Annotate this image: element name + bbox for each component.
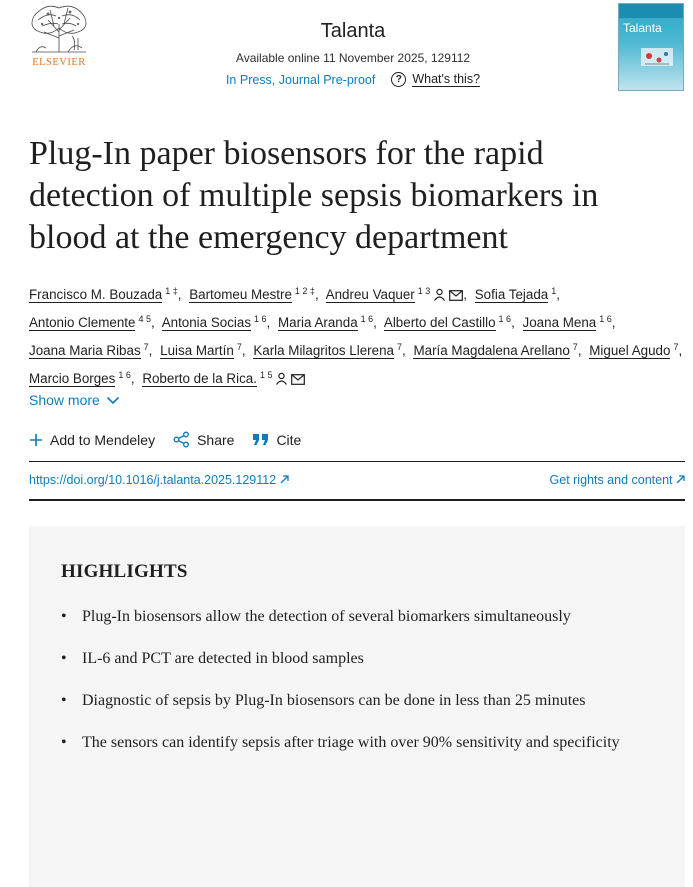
chevron-down-icon xyxy=(106,396,120,405)
author-item[interactable]: Marcio Borges $^{1 6}$ xyxy=(29,370,131,386)
cover-title: Talanta xyxy=(623,21,662,35)
available-online: Available online 11 November 2025, 129112 xyxy=(235,51,471,65)
highlight-item: • Diagnostic of sepsis by Plug-In biosensors can be done in less than 25 minutes xyxy=(61,688,621,714)
add-to-mendeley-button[interactable] xyxy=(29,432,155,448)
share-button[interactable] xyxy=(173,431,234,448)
cite-button[interactable] xyxy=(252,432,301,448)
mendeley-label: Add to Mendeley xyxy=(50,431,156,448)
quote-icon xyxy=(252,433,269,446)
cover-graphic-icon xyxy=(639,44,675,70)
in-press-link[interactable]: In Press, Journal Pre-proof xyxy=(225,72,376,87)
author-item[interactable]: Luisa Martín $^7$ xyxy=(160,342,242,358)
get-rights-link[interactable]: Get rights and content xyxy=(550,473,685,487)
elsevier-tree-icon xyxy=(28,2,90,54)
author-item[interactable]: Antonia Socias $^{1 6}$ xyxy=(161,314,267,330)
author-list: Francisco M. Bouzada $^{1 \ddagger}$, Bartomeu Mestre $^{1 2 \ddagger}$, Andreu Vaquer $^{1 3}$ , Sofia Tejada $^1$, Antonio Clemente $^{4 5}$, Antonia Socias $^{1 6}$, Maria Aranda $^{1 6}$, Alberto del Castillo $^{1 6}$, Joana Mena $^{1 6}$, Joana Maria Ribas $^7$, Luisa Martín $^7$, Karla Milagritos Llerena $^7$, María Magdalena Arellano $^7$, Miguel Agudo $^7$, Marcio Borges $^{1 6}$, Roberto de la Rica. $^{1 5}$ xyxy=(29,286,683,386)
highlight-item: • The sensors can identify sepsis after triage with over 90% sensitivity and specificity xyxy=(61,730,621,756)
doi-link[interactable]: https://doi.org/10.1016/j.talanta.2025.129112 xyxy=(29,473,289,487)
author-item[interactable]: Roberto de la Rica. $^{1 5}$ xyxy=(142,371,305,386)
article-title: Plug-In paper biosensors for the rapid detection of multiple sepsis biomarkers in blood at the emergency department xyxy=(29,135,599,256)
divider xyxy=(29,499,685,501)
plus-icon xyxy=(29,433,43,447)
highlights-section xyxy=(29,526,685,887)
author-item[interactable]: Miguel Agudo $^7$ xyxy=(589,342,679,358)
cover-band xyxy=(619,4,683,18)
elsevier-logo[interactable] xyxy=(28,2,90,72)
author-item[interactable]: Andreu Vaquer $^{1 3}$ xyxy=(326,287,464,302)
author-item[interactable]: Sofia Tejada $^1$ xyxy=(474,286,557,302)
person-icon xyxy=(433,288,446,301)
highlight-item: • IL-6 and PCT are detected in blood samples xyxy=(61,646,621,672)
article-actions xyxy=(29,431,319,448)
author-item[interactable]: María Magdalena Arellano $^7$ xyxy=(413,342,578,358)
author-item[interactable]: Antonio Clemente $^{4 5}$ xyxy=(29,314,151,330)
author-item[interactable]: Francisco M. Bouzada $^{1 \ddagger}$ xyxy=(29,286,178,302)
person-icon xyxy=(275,372,288,385)
highlight-item: • Plug-In biosensors allow the detection of several biomarkers simultaneously xyxy=(61,604,621,630)
author-item[interactable]: Alberto del Castillo $^{1 6}$ xyxy=(383,314,512,330)
highlights-heading: HIGHLIGHTS xyxy=(61,561,188,582)
share-icon xyxy=(173,431,190,448)
external-arrow-icon xyxy=(676,475,685,484)
divider xyxy=(29,461,685,462)
publisher-name: ELSEVIER xyxy=(32,57,86,68)
author-item[interactable]: Karla Milagritos Llerena $^7$ xyxy=(253,342,402,358)
author-item[interactable]: Bartomeu Mestre $^{1 2 \ddagger}$ xyxy=(189,286,315,302)
share-label: Share xyxy=(197,431,235,448)
question-icon: ? xyxy=(391,72,406,87)
press-status-row xyxy=(200,72,506,87)
author-item[interactable]: Joana Maria Ribas $^7$ xyxy=(29,342,149,358)
journal-title[interactable]: Talanta xyxy=(320,20,386,42)
highlights-list xyxy=(61,604,621,772)
author-item[interactable]: Maria Aranda $^{1 6}$ xyxy=(278,314,374,330)
email-icon xyxy=(291,374,305,385)
author-item[interactable]: Joana Mena $^{1 6}$ xyxy=(522,314,612,330)
show-more-label: Show more xyxy=(29,392,100,408)
journal-cover[interactable] xyxy=(618,3,684,91)
show-more-button[interactable] xyxy=(29,392,120,408)
journal-header xyxy=(200,20,506,87)
external-arrow-icon xyxy=(280,475,289,484)
cite-label: Cite xyxy=(276,431,302,448)
email-icon xyxy=(449,290,463,301)
whats-this-label: What's this? xyxy=(412,72,481,86)
whats-this-button[interactable] xyxy=(391,72,480,87)
